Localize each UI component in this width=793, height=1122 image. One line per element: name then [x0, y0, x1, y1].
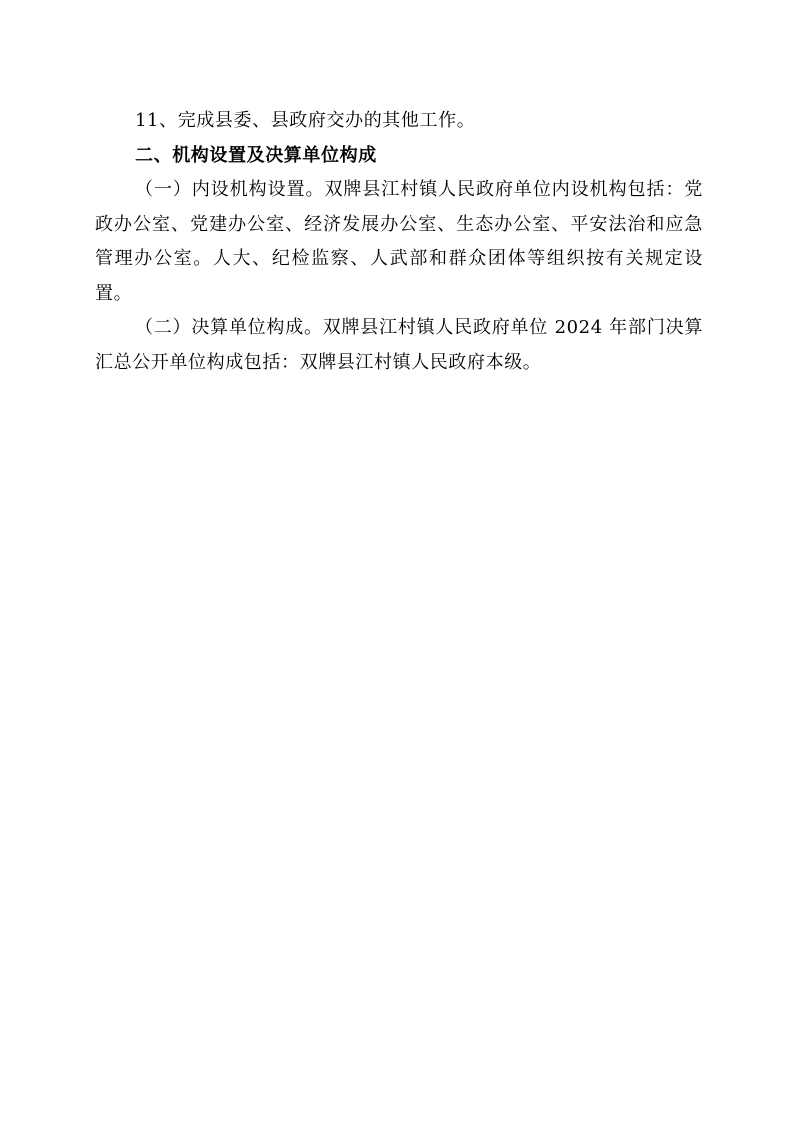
section-heading: 二、机构设置及决算单位构成 [135, 144, 377, 166]
subsection-internal-structure: （一）内设机构设置。双牌县江村镇人民政府单位内设机构包括：党政办公室、党建办公室、经济发展办公室、生态办公室、平安法治和应急管理办公室。人大、纪检监察、人武部和群众团体等组织按有关规定设置。 [95, 179, 703, 304]
list-item-11: 11、完成县委、县政府交办的其他工作。 [135, 110, 476, 131]
subsection-accounting-units: （二）决算单位构成。双牌县江村镇人民政府单位 2024 年部门决算汇总公开单位构成包括：双牌县江村镇人民政府本级。 [95, 317, 703, 373]
document-body [95, 104, 703, 380]
